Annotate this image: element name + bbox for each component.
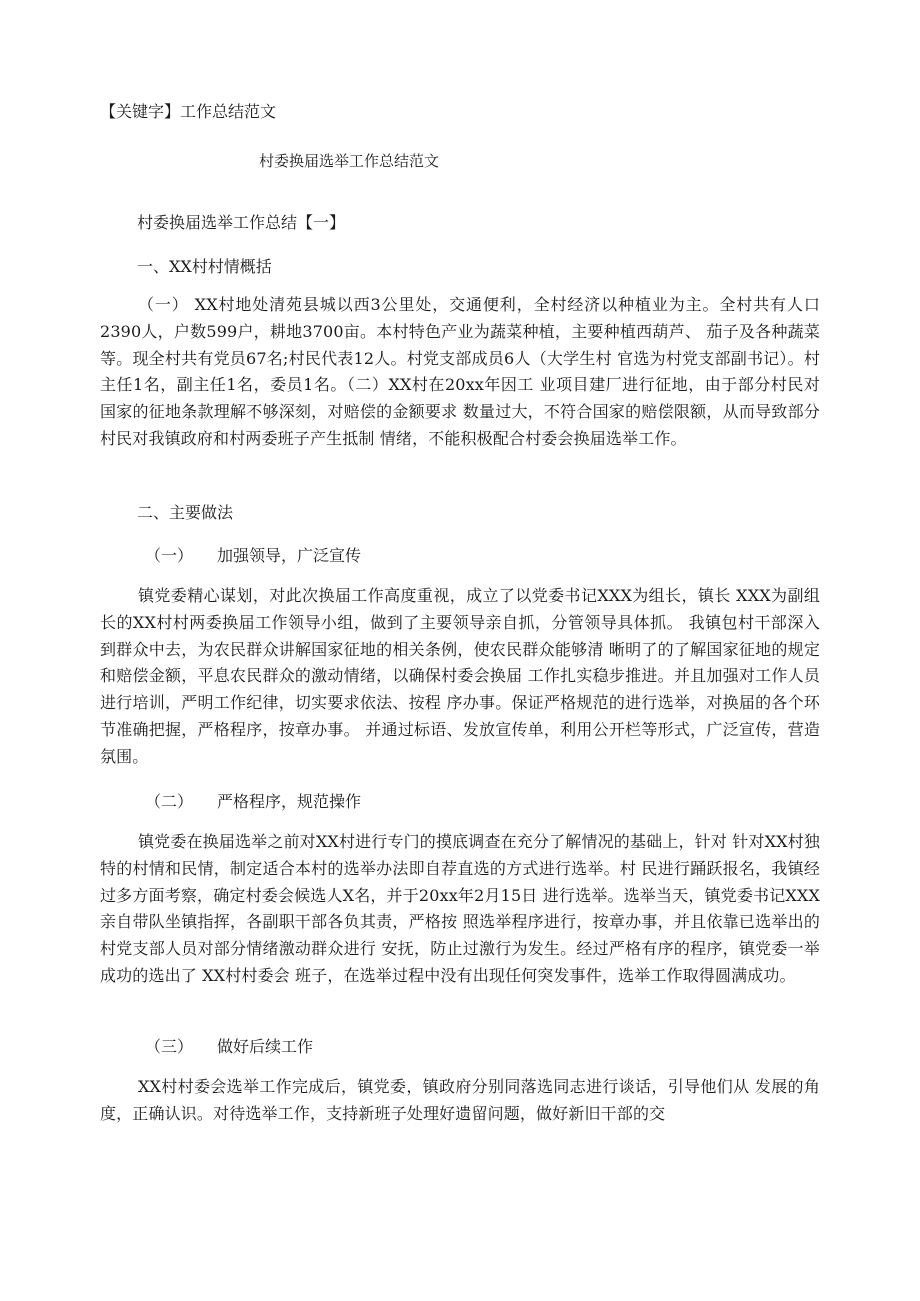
subheading-strict-procedure: [145, 791, 361, 813]
document-subtitle: 村委换届选举工作总结范文: [259, 152, 440, 170]
subheading-text: 严格程序，规范操作: [217, 792, 362, 811]
subheading-number: （一）: [145, 546, 194, 565]
section-title: 村委换届选举工作总结【一】: [137, 213, 346, 232]
keyword-line: 【关键字】工作总结范文: [100, 102, 277, 121]
paragraph-leadership: 镇党委精心谋划，对此次换届工作高度重视，成立了以党委书记XXX为组长，镇长 XXX为副组长的XX村村两委换届工作领导小组，做到了主要领导亲自抓，分管领导具体抓。 我镇包村干部深入到群众中去，为农民群众讲解国家征地的相关条例，使农民群众能够清 晰明了的了解国家征地的规定和赔偿金额，平息农民群众的激动情绪，以确保村委会换届 工作扎实稳步推进。并且加强对工作人员进行培训，严明工作纪律，切实要求依法、按程 序办事。保证严格规范的进行选举，对换届的各个环节准确把握，严格程序，按章办事。 并通过标语、发放宣传单，利用公开栏等形式，广泛宣传，营造氛围。: [100, 586, 820, 766]
subheading-text: 加强领导，广泛宣传: [217, 546, 362, 565]
subheading-number: （三）: [145, 1037, 194, 1056]
subheading-follow-up: [145, 1036, 313, 1058]
subheading-strengthen-leadership: [145, 545, 361, 567]
subheading-number: （二）: [145, 792, 194, 811]
paragraph-village-overview: （一） XX村地处清苑县城以西3公里处，交通便利，全村经济以种植业为主。全村共有人口 2390人，户数599户，耕地3700亩。本村特色产业为蔬菜种植，主要种植西葫芦、 茄子及各种蔬菜等。现全村共有党员67名;村民代表12人。村党支部成员6人（大学生村 官选为村党支部副书记）。村主任1名，副主任1名，委员1名。（二）XX村在20xx年因工 业项目建厂进行征地，由于部分村民对国家的征地条款理解不够深刻，对赔偿的金额要求 数量过大，不符合国家的赔偿限额，从而导致部分村民对我镇政府和村两委班子产生抵制 情绪，不能积极配合村委会换届选举工作。: [100, 295, 820, 448]
paragraph-procedure: 镇党委在换届选举之前对XX村进行专门的摸底调查在充分了解情况的基础上，针对 针对XX村独特的村情和民情，制定适合本村的选举办法即自荐直选的方式进行选举。村 民进行踊跃报名，我镇经过多方面考察，确定村委会候选人X名，并于20xx年2月15日 进行选举。选举当天，镇党委书记XXX亲自带队坐镇指挥，各副职干部各负其责，严格按 照选举程序进行，按章办事，并且依靠已选举出的村党支部人员对部分情绪激动群众进行 安抚，防止过激行为发生。经过严格有序的程序，镇党委一举成功的选出了 XX村村委会 班子，在选举过程中没有出现任何突发事件，选举工作取得圆满成功。: [100, 832, 820, 985]
heading-main-practices: 二、主要做法: [137, 503, 234, 522]
subheading-text: 做好后续工作: [217, 1037, 314, 1056]
heading-village-overview: 一、XX村村情概括: [137, 257, 272, 276]
paragraph-follow-up: XX村村委会选举工作完成后，镇党委，镇政府分别同落选同志进行谈话，引导他们从 发展的角度，正确认识。对待选举工作，支持新班子处理好遗留问题，做好新旧干部的交: [100, 1077, 820, 1123]
